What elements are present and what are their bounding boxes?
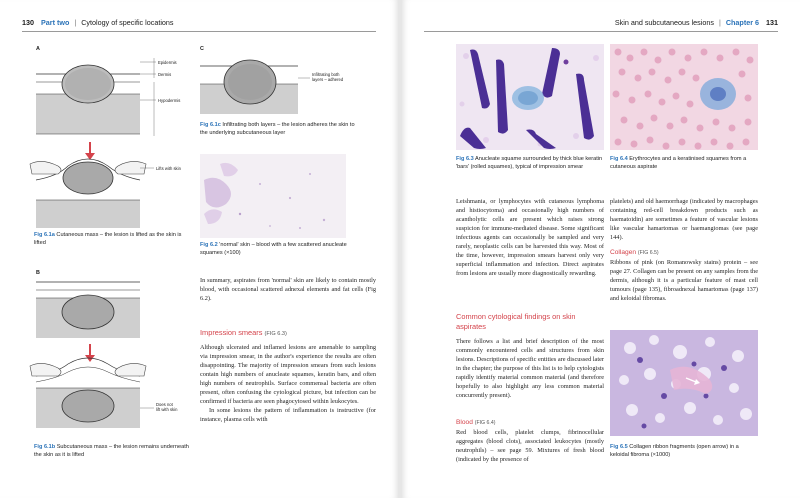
subhead-collagen-ref: (FIG 6.5) [637,250,659,256]
subhead-collagen [610,249,659,256]
photo-fig-6-3 [456,44,604,150]
heading-findings-text: Common cytological findings on skin aspirates [456,312,576,331]
caption-fig-6-1a-text: Cutaneous mass – the lesion is lifted as the skin is lifted [34,232,182,246]
right-header-separator: | [718,18,721,27]
label-infiltrating-1: Infiltrating both [312,72,340,77]
heading-impression-text: Impression smears [200,328,263,337]
heading-common-findings [456,312,604,331]
caption-fig-6-1a [34,232,192,247]
photo-fig-6-2-image [200,154,346,238]
caption-fig-6-1a-label: Fig 6.1a [34,232,55,238]
right-col2-continued [610,197,758,242]
right-col1-continued [456,197,604,278]
label-hypodermis: Hypodermis [158,98,181,103]
left-page-number: 130 [22,18,34,27]
caption-fig-6-4-text: Erythrocytes and a keratinised squames from a cutaneous aspirate [610,156,747,170]
paragraph-summary: In summary, aspirates from 'normal' skin are likely to contain mostly blood, with occasional scattered adnexal elements and fat cells (Fig 6.2). [200,277,376,303]
paragraph-platelets: platelets) and old haemorrhage (indicated by macrophages containing red-cell breakdown products such as haematoidin) are sometimes a feature of vascular lesions like vascular hamartomas or haemangiomas (see page 144). [610,198,758,242]
caption-fig-6-2-text: 'normal' skin – blood with a few scattered anucleate squames (×100) [200,242,347,256]
panel-c-label: C [200,46,204,52]
photo-fig-6-2 [200,154,346,238]
label-lifts-with-skin: Lifts with skin [156,166,181,171]
caption-fig-6-4 [610,156,758,171]
caption-fig-6-1c-label: Fig 6.1c [200,122,221,128]
caption-fig-6-2 [200,242,358,257]
label-does-not-1: Does not [156,402,173,407]
right-running-header [615,18,778,27]
paragraph-impression-2: In some lesions the pattern of inflammation is instructive (for instance, plasma cells with [200,407,376,424]
label-dermis: Dermis [158,72,172,77]
panel-a-label: A [36,46,40,52]
subhead-blood [456,419,495,426]
paragraph-impression-1: Although ulcerated and inflamed lesions are amenable to sampling via impression smear, in the author's experience the results are often disappointing. The majority of impression smears from such lesions contain high numbers of anucleate squames, keratin bars, and often high numbers of neutrophils. Surface commensal bacteria are often present, often confusing the cytological picture, but infection can be confirmed if bacteria are seen phagocytosed within leukocytes. [200,344,376,406]
paragraph-blood-text: Red blood cells, platelet clumps, fibrinocellular aggregates (blood clots), associated leukocytes (mostly neutrophils) – see page 59. Mixtures of fresh blood (indicated by the presence of [456,429,604,464]
right-col1-findings [456,337,604,400]
photo-fig-6-5 [610,330,758,436]
left-header-section: Cytology of specific locations [81,18,174,27]
subhead-blood-ref: (FIG 6.4) [474,420,496,426]
heading-impression-ref: (FIG 6.3) [264,331,287,337]
heading-impression-smears [200,328,287,340]
caption-fig-6-2-label: Fig 6.2 [200,242,218,248]
photo-fig-6-3-image [456,44,604,150]
paragraph-leishmania: Leishmania, or lymphocytes with cutaneous lymphoma and histiocytoma) and occasionally high numbers of acantholytic cells are present which raises strong suspicion for immune-mediated disease. Some significant infectious agents can occasionally be sampled and very rarely, neoplastic cells can be harvested this way. Most of the time, however, impression smears harvest only very superficial inflammation and infection. Direct aspirates from lesions are usually more diagnostically rewarding. [456,198,604,278]
left-page [0,0,398,498]
left-header-separator: | [74,18,77,27]
caption-fig-6-1c [200,122,358,137]
diagram-subcutaneous-mass [28,276,198,438]
label-epidermis: Epidermis [158,60,177,65]
photo-fig-6-4 [610,44,758,150]
left-body-summary [200,276,376,303]
caption-fig-6-1b-label: Fig 6.1b [34,444,56,450]
subhead-blood-text: Blood [456,419,473,426]
right-header-section: Skin and subcutaneous lesions [614,18,714,27]
caption-fig-6-4-label: Fig 6.4 [610,156,628,162]
right-header-rule [424,31,778,32]
left-running-header [22,18,174,27]
caption-fig-6-3-label: Fig 6.3 [456,156,474,162]
right-col1-blood [456,418,604,464]
panel-b-label: B [36,270,40,276]
caption-fig-6-3 [456,156,604,171]
paragraph-blood [456,418,604,464]
left-header-rule [22,31,376,32]
paragraph-collagen-text: Ribbons of pink (on Romanowsky stains) protein – see page 27. Collagen can be present on any samples from the dermis, although it is a particular feature of mast cell tumours (page 135), fibroadnexal hamartomas (page 137) and keloidal fibromas. [610,259,758,303]
paragraph-findings: There follows a list and brief description of the most commonly encountered cells and structures from skin lesions. Descriptions of specific entities are discussed later in the chapter; the purpose of this list is to help cytologists rapidly identify material common material (and therefore hopefully to also highlight any less common material concurrently present). [456,338,604,400]
subhead-collagen-text: Collagen [610,249,637,256]
caption-fig-6-1c-text: Infiltrating both layers – the lesion adheres the skin to the underlying subcutaneous layer [200,122,355,136]
left-body-impression [200,343,376,424]
label-infiltrating-2: layers – adhered [312,77,344,82]
paragraph-collagen [610,248,758,303]
diagram-cutaneous-mass [28,50,198,232]
right-col2-collagen [610,248,758,303]
caption-fig-6-5 [610,444,758,459]
caption-fig-6-1b [34,444,192,459]
label-does-not-2: lift with skin [156,407,178,412]
caption-fig-6-5-label: Fig 6.5 [610,444,628,450]
right-header-chapter: Chapter 6 [725,18,759,27]
right-page-number: 131 [766,18,778,27]
photo-fig-6-5-image [610,330,758,436]
caption-fig-6-5-text: Collagen ribbon fragments (open arrow) in a keloidal fibroma (×1000) [610,444,739,458]
right-page [402,0,800,498]
caption-fig-6-3-text: Anucleate squame surrounded by thick blue keratin 'bars' (rolled squames), typical of impression smear [456,156,603,170]
left-header-part: Part two [41,18,70,27]
photo-fig-6-4-image [610,44,758,150]
diagram-infiltrating-mass [198,50,348,118]
caption-fig-6-1b-text: Subcutaneous mass – the lesion remains underneath the skin as it is lifted [34,444,189,458]
